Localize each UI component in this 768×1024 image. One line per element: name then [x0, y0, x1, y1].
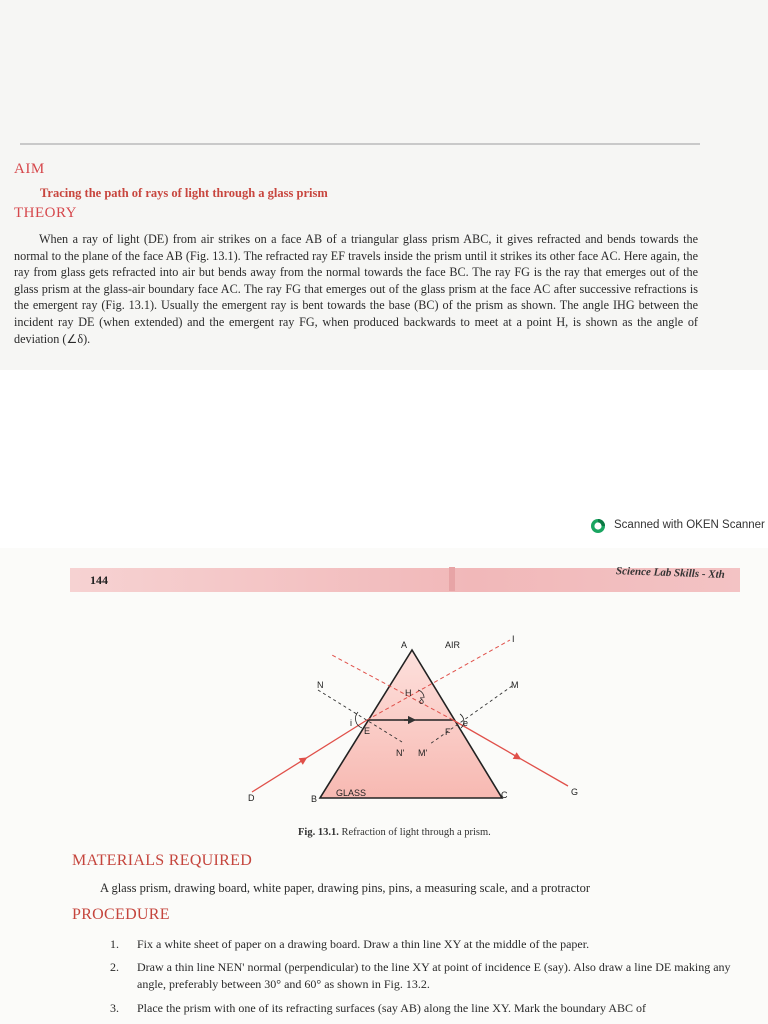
- prism-refraction-diagram: [0, 620, 768, 820]
- label-air: AIR: [445, 640, 461, 650]
- step-text: Place the prism with one of its refracting surfaces (say AB) along the line XY. Mark the boundary ABC of: [137, 1001, 646, 1015]
- step-text: Fix a white sheet of paper on a drawing board. Draw a thin line XY at the middle of the paper.: [137, 937, 590, 951]
- step-number: 1.: [110, 937, 119, 951]
- theory-paragraph: When a ray of light (DE) from air strikes on a face AB of a triangular glass prism ABC, it gives refracted and bends towards the normal to the plane of the face AB (Fig. 13.1). The refracted ray EF travels inside the prism until it strikes its other face AC. Here again, the ray from glass gets refracted into air but bends away from the normal towards the face BC. The ray FG is the ray that emerges out of the glass prism at the glass-air boundary face AC. The ray FG that emerges out of the glass prism at the face AC after successive refractions is the emergent ray (Fig. 13.1). Usually the emergent ray is bent towards the base (BC) of the prism as shown. The angle IHG between the incident ray DE (when extended) and the emergent ray FG, when produced backwards to meet at a point H, is shown as the angle of deviation (∠δ).: [14, 232, 698, 346]
- step-number: 3.: [110, 1001, 119, 1015]
- aim-heading: AIM: [14, 161, 45, 177]
- page-number: 144: [90, 573, 108, 587]
- label-F: F: [445, 727, 451, 737]
- label-I: I: [512, 634, 515, 644]
- top-rule: [20, 143, 700, 145]
- label-e: e: [463, 718, 469, 728]
- label-M-prime: M': [418, 748, 428, 758]
- materials-heading: MATERIALS REQUIRED: [72, 852, 253, 869]
- figure-caption-number: Fig. 13.1.: [298, 827, 339, 838]
- label-B: B: [311, 794, 318, 804]
- figure-caption: [298, 827, 491, 838]
- label-E: E: [364, 726, 371, 736]
- label-delta: δ: [419, 696, 425, 706]
- materials-text: A glass prism, drawing board, white paper, drawing pins, pins, a measuring scale, and a protractor: [100, 881, 590, 895]
- label-M: M: [511, 680, 519, 690]
- scanner-logo-icon: [590, 518, 606, 534]
- step-text: Draw a thin line NEN' normal (perpendicular) to the line XY at point of incidence E (say). Also draw a line DE making any angle, preferably between 30° and 60° as shown in Fig. 13.2.: [137, 960, 731, 991]
- aim-text: Tracing the path of rays of light through a glass prism: [40, 186, 328, 200]
- label-i: i: [350, 718, 352, 728]
- step-number: 2.: [110, 960, 119, 974]
- label-glass: GLASS: [336, 788, 367, 798]
- book-title: Science Lab Skills - Xth: [615, 565, 725, 581]
- label-N-prime: N': [396, 748, 405, 758]
- theory-heading: THEORY: [14, 205, 77, 221]
- prism-triangle: [320, 650, 502, 798]
- label-C: C: [501, 790, 508, 800]
- procedure-heading: PROCEDURE: [72, 906, 170, 923]
- scanner-label: Scanned with OKEN Scanner: [614, 519, 765, 531]
- upper-page: [0, 0, 768, 370]
- label-N: N: [317, 680, 324, 690]
- label-D: D: [248, 793, 255, 803]
- figure-caption-text: Refraction of light through a prism.: [341, 827, 491, 838]
- label-G: G: [571, 787, 579, 797]
- header-mark: [449, 567, 455, 591]
- label-A: A: [401, 640, 408, 650]
- label-H: H: [405, 688, 412, 698]
